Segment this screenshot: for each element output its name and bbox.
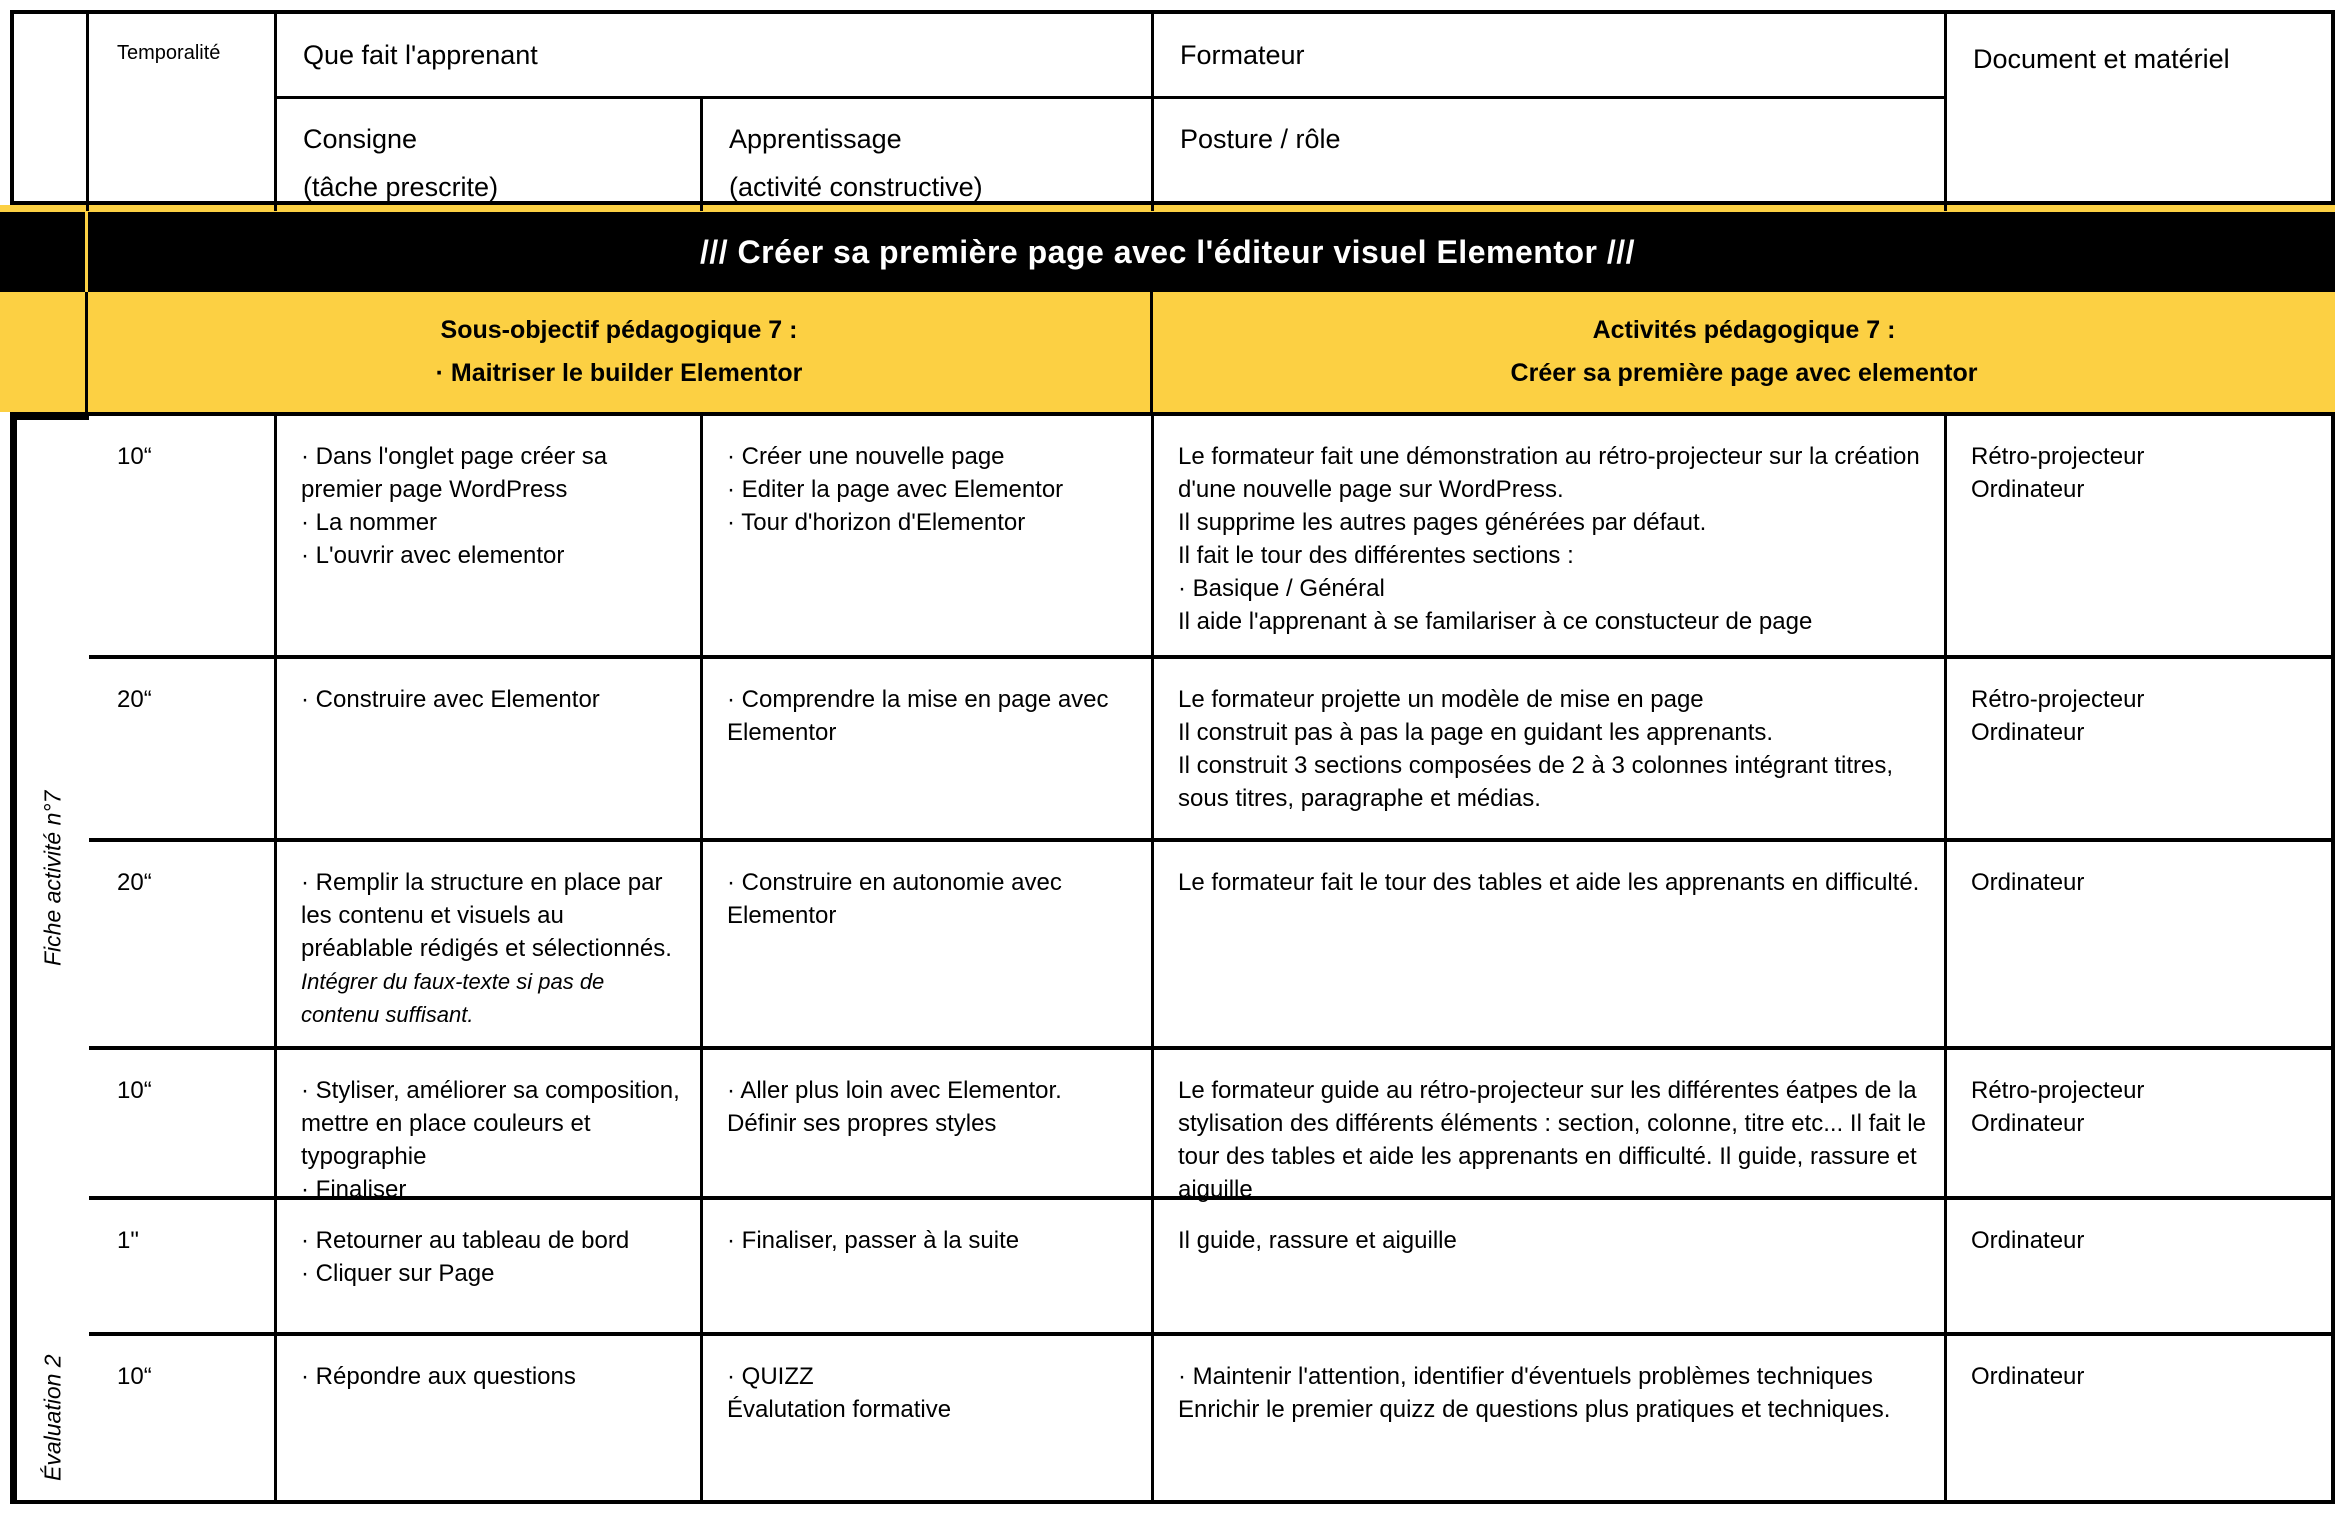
activites-cell (1153, 292, 2335, 412)
row4-consigne: · Styliser, améliorer sa composition, mettre en place couleurs et typographie · Finaliser (277, 1050, 703, 1200)
row5-consigne: · Retourner au tableau de bord · Cliquer sur Page (277, 1200, 703, 1336)
row3-consigne (277, 842, 703, 1050)
header-apprentissage-sub: (activité constructive) (729, 172, 983, 202)
sous-objectif-line2: · Maitriser le builder Elementor (435, 359, 803, 387)
row1-document: Rétro-projecteur Ordinateur (1947, 416, 2331, 659)
row5-formateur: Il guide, rassure et aiguille (1154, 1200, 1947, 1336)
row5-apprentissage: · Finaliser, passer à la suite (703, 1200, 1154, 1336)
row4-formateur: Le formateur guide au rétro-projecteur sur les différentes éatpes de la stylisation des différents éléments : section, colonne, titre etc... Il fait le tour des tables et aide les apprenants en difficulté. Il guide, rassure et aiguille (1154, 1050, 1947, 1200)
row2-time: 20“ (89, 659, 277, 842)
row6-formateur: · Maintenir l'attention, identifier d'éventuels problèmes techniques Enrichir le premier quizz de questions plus pratiques et techniques. (1154, 1336, 1947, 1500)
header-table (10, 10, 2335, 205)
row1-apprentissage: · Créer une nouvelle page · Editer la page avec Elementor · Tour d'horizon d'Elementor (703, 416, 1154, 659)
row3-consigne-text: · Remplir la structure en place par les contenu et visuels au préablable rédigés et sélectionnés. Intégrer du faux-texte si pas de contenu suffisant. (301, 869, 672, 1027)
row3-time: 20“ (89, 842, 277, 1050)
title-banner (0, 212, 2335, 292)
row4-time: 10“ (89, 1050, 277, 1200)
row3-formateur: Le formateur fait le tour des tables et aide les apprenants en difficulté. (1154, 842, 1947, 1050)
row4-apprentissage: · Aller plus loin avec Elementor. Définir ses propres styles (703, 1050, 1154, 1200)
header-posture-role: Posture / rôle (1154, 99, 1947, 211)
row2-consigne: · Construire avec Elementor (277, 659, 703, 842)
objectives-band (0, 292, 2335, 412)
header-consigne (277, 99, 703, 211)
row5-time: 1" (89, 1200, 277, 1336)
module-title: /// Créer sa première page avec l'éditeur visuel Elementor /// (699, 233, 1635, 270)
row1-formateur: Le formateur fait une démonstration au rétro-projecteur sur la création d'une nouvelle page sur WordPress. Il supprime les autres pages générées par défaut. Il fait le tour des différentes sections : · Basique / Général Il aide l'apprenant à se familariser à ce constucteur de page (1154, 416, 1947, 659)
sous-objectif-line1: Sous-objectif pédagogique 7 : (440, 316, 798, 344)
side-label-fiche-activite: Fiche activité n°7 (14, 416, 89, 1336)
row3-consigne-note: Intégrer du faux-texte si pas de contenu suffisant. (301, 969, 605, 1027)
sous-objectif-cell (88, 292, 1150, 412)
activites-line2: Créer sa première page avec elementor (1510, 359, 1978, 387)
row2-document: Rétro-projecteur Ordinateur (1947, 659, 2331, 842)
row6-apprentissage: · QUIZZ Évalutation formative (703, 1336, 1154, 1500)
banner-left-separator (85, 212, 88, 292)
row1-time: 10“ (89, 416, 277, 659)
row2-apprentissage: · Comprendre la mise en page avec Elementor (703, 659, 1154, 842)
header-temporalite: Temporalité (89, 14, 277, 211)
side-label-evaluation: Évaluation 2 (14, 1336, 89, 1500)
header-empty-cell (14, 14, 89, 211)
row6-time: 10“ (89, 1336, 277, 1500)
header-apprentissage (703, 99, 1154, 211)
header-apprentissage-title: Apprentissage (729, 124, 902, 154)
row4-document: Rétro-projecteur Ordinateur (1947, 1050, 2331, 1200)
activity-table (10, 412, 2335, 1504)
row5-document: Ordinateur (1947, 1200, 2331, 1336)
row2-formateur: Le formateur projette un modèle de mise en page Il construit pas à pas la page en guidant les apprenants. Il construit 3 sections composées de 2 à 3 colonnes intégrant titres, sous titres, paragraphe et médias. (1154, 659, 1947, 842)
row3-apprentissage: · Construire en autonomie avec Elementor (703, 842, 1154, 1050)
row3-document: Ordinateur (1947, 842, 2331, 1050)
row1-consigne: · Dans l'onglet page créer sa premier page WordPress · La nommer · L'ouvrir avec elementor (277, 416, 703, 659)
header-que-fait-apprenant: Que fait l'apprenant (277, 14, 1154, 99)
row6-consigne: · Répondre aux questions (277, 1336, 703, 1500)
header-consigne-sub: (tâche prescrite) (303, 172, 499, 202)
row6-document: Ordinateur (1971, 1363, 2085, 1390)
activites-line1: Activités pédagogique 7 : (1592, 316, 1896, 344)
header-document-materiel: Document et matériel (1973, 44, 2230, 74)
header-formateur: Formateur (1154, 14, 1947, 99)
header-consigne-title: Consigne (303, 124, 418, 154)
